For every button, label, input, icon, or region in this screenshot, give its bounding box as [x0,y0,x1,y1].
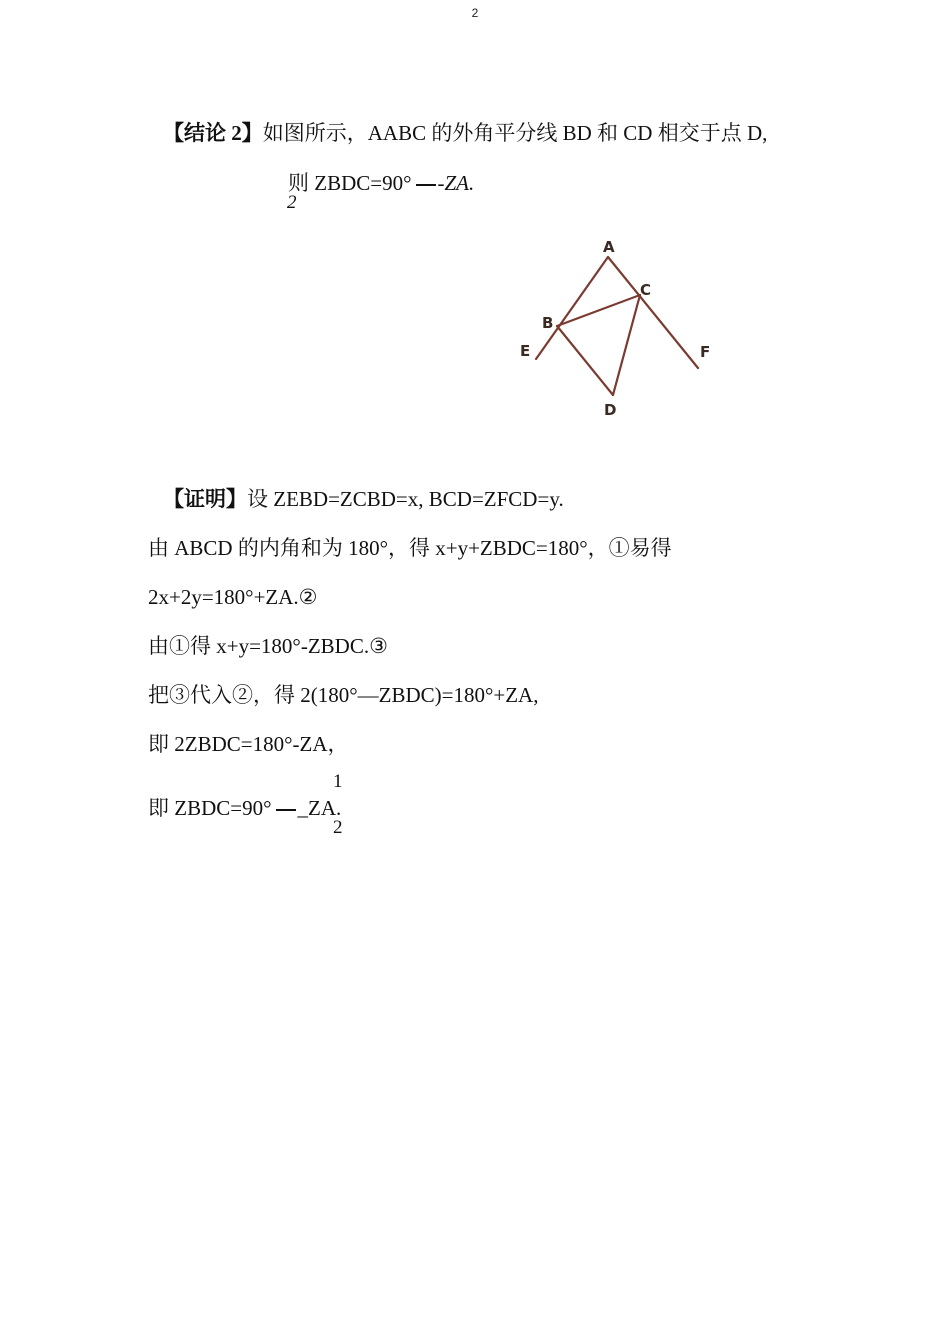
line-bd [557,326,613,395]
conclusion-text: 如图所示，AABC 的外角平分线 BD 和 CD 相交于点 D, [262,121,768,145]
figure-lines [536,257,698,395]
label-b: B [542,314,554,332]
formula-suffix: -ZA. [437,171,475,195]
page-number: 2 [471,6,479,20]
proof-label: 【证明】 [163,487,247,511]
minus-dash [276,809,296,811]
proof-line-2: 由 ABCD 的内角和为 180°，得 x+y+ZBDC=180°，①易得 [148,536,672,560]
line-cd [613,295,640,395]
triangle-figure [500,225,740,430]
proof-line-1-text: 设 ZEBD=ZCBD=x, BCD=ZFCD=y. [247,487,564,511]
label-c: C [640,281,652,299]
proof-line-6: 即 2ZBDC=180°-ZA， [148,732,349,756]
line-af [608,257,698,368]
proof-numerator: 1 [333,771,343,792]
label-e: E [520,342,531,360]
proof-line-7-prefix: 即 ZBDC=90° [148,796,272,820]
conclusion-formula [288,171,474,195]
proof-line-5: 把③代入②，得 2(180°—ZBDC)=180°+ZA, [148,683,539,707]
label-a: A [603,238,615,256]
label-d: D [604,401,617,419]
proof-line-4: 由①得 x+y=180°-ZBDC.③ [148,634,388,658]
minus-dash [416,184,436,186]
proof-line-7 [148,796,341,820]
formula-denominator: 2 [287,192,297,213]
label-f: F [700,343,711,361]
conclusion-label: 【结论 2】 [163,121,263,145]
proof-line-7-suffix: _ZA. [297,796,342,820]
proof-denominator: 2 [333,817,343,838]
proof-line-3: 2x+2y=180°+ZA.② [148,585,318,609]
conclusion-statement [163,121,767,145]
formula-prefix: 则 ZBDC=90° [288,171,412,195]
proof-line-1 [163,487,564,511]
